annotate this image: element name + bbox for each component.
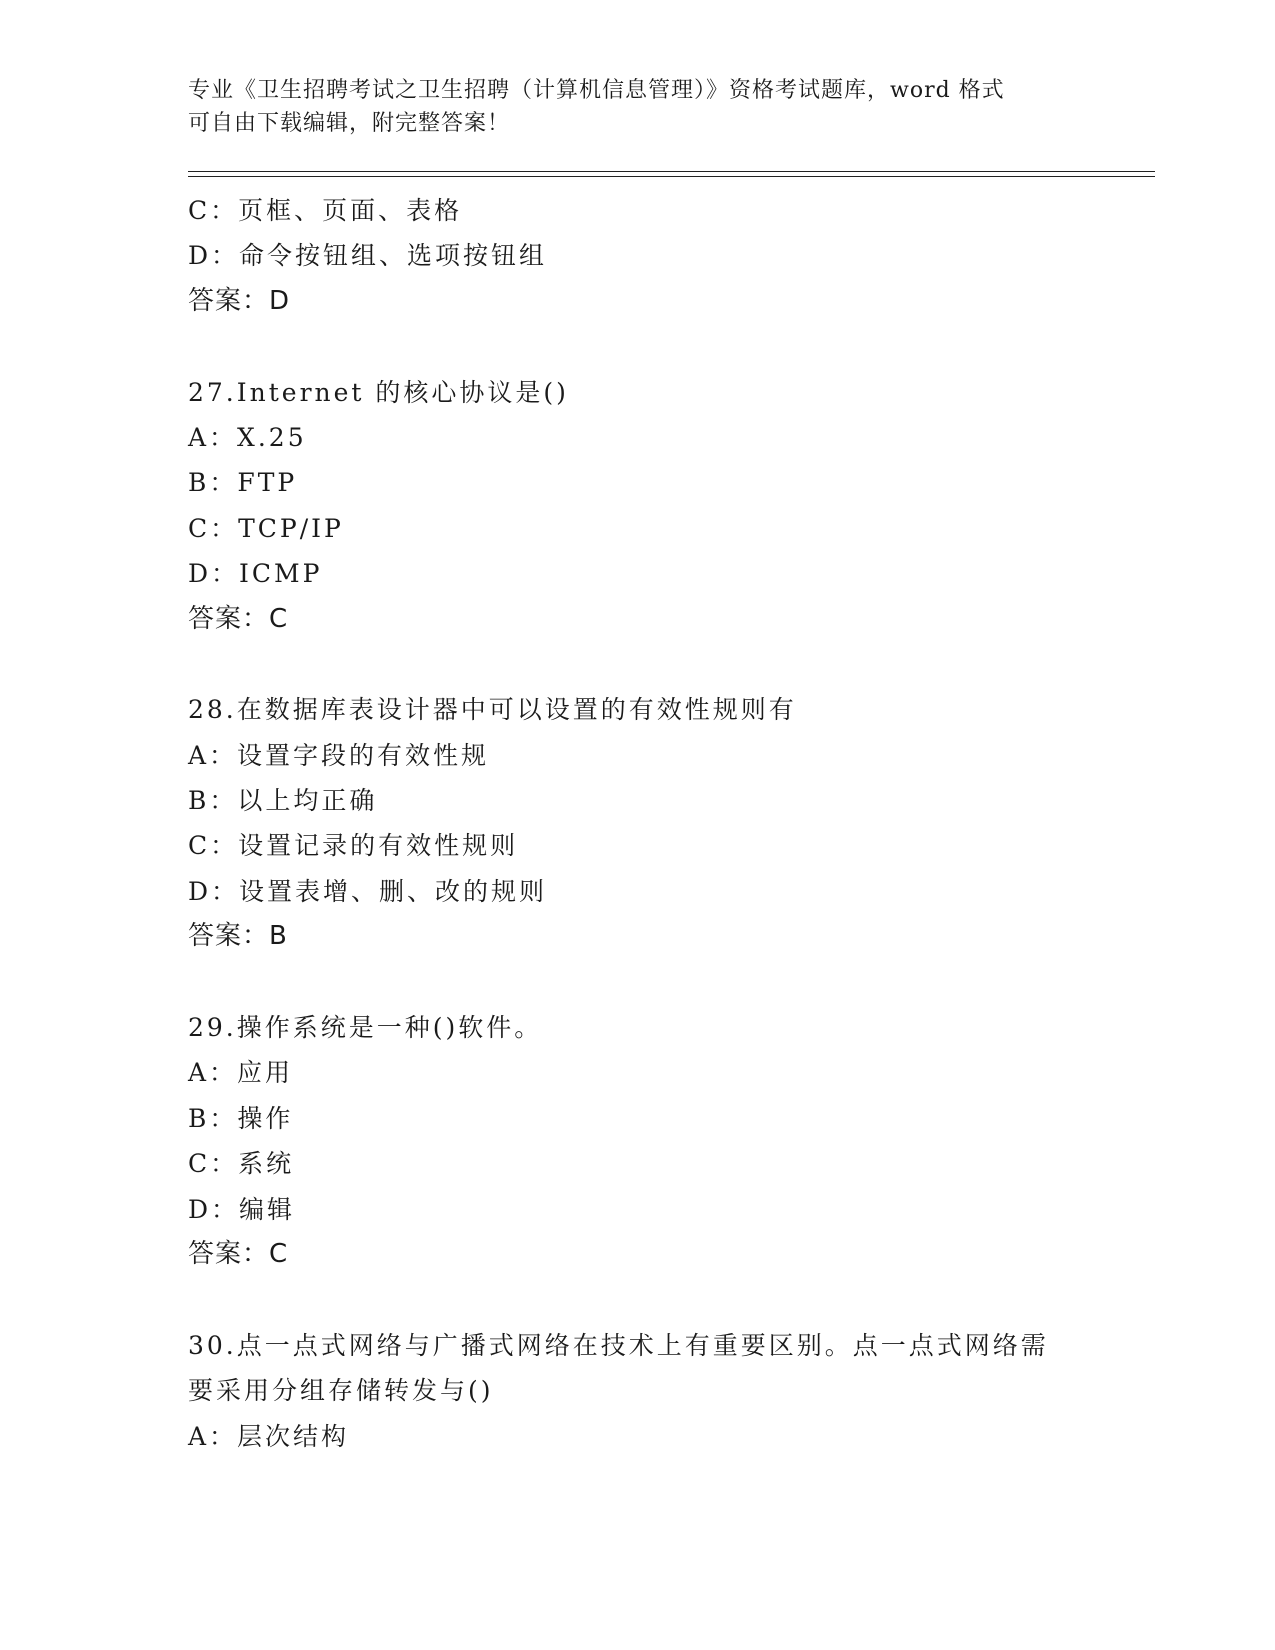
option-d: D：设置表增、删、改的规则 xyxy=(188,876,548,906)
question-30: 30.点一点式网络与广播式网络在技术上有重要区别。点一点式网络需 xyxy=(188,1330,1049,1360)
answer: 答案：C xyxy=(188,603,289,634)
header-rule-top xyxy=(188,171,1155,172)
option-b: B：操作 xyxy=(188,1103,294,1133)
spacer xyxy=(188,324,1088,369)
spacer xyxy=(188,1277,1088,1322)
option-b: B：FTP xyxy=(188,468,298,498)
option-b: B：以上均正确 xyxy=(188,786,378,816)
question-29: 29.操作系统是一种()软件。 xyxy=(188,1013,543,1043)
option-c: C：TCP/IP xyxy=(188,513,344,543)
header-line-1: 专业《卫生招聘考试之卫生招聘（计算机信息管理）》资格考试题库，word 格式 xyxy=(188,78,1005,103)
question-28: 28.在数据库表设计器中可以设置的有效性规则有 xyxy=(188,695,797,725)
option-d: D：编辑 xyxy=(188,1194,296,1224)
option-c: C：系统 xyxy=(188,1149,295,1179)
header-rule-bottom xyxy=(188,176,1155,177)
option-a: A：层次结构 xyxy=(188,1421,350,1451)
option-a: A：应用 xyxy=(188,1058,294,1088)
answer: 答案：C xyxy=(188,1238,289,1269)
option-c: C：页框、页面、表格 xyxy=(188,196,463,225)
option-a: A：设置字段的有效性规 xyxy=(188,740,490,770)
option-c: C：设置记录的有效性规则 xyxy=(188,831,519,861)
answer: 答案：B xyxy=(188,921,288,952)
answer: 答案：D xyxy=(188,285,291,316)
header-line-2: 可自由下载编辑，附完整答案！ xyxy=(188,111,511,136)
spacer xyxy=(188,642,1088,687)
option-d: D：命令按钮组、选项按钮组 xyxy=(188,241,548,271)
question-27: 27.Internet 的核心协议是() xyxy=(188,377,569,407)
option-d: D：ICMP xyxy=(188,559,323,589)
spacer xyxy=(188,960,1088,1005)
document-header xyxy=(188,74,1068,140)
question-30-continued: 要采用分组存储转发与() xyxy=(188,1376,494,1406)
option-a: A：X.25 xyxy=(188,422,307,452)
question-list xyxy=(188,188,1088,1459)
